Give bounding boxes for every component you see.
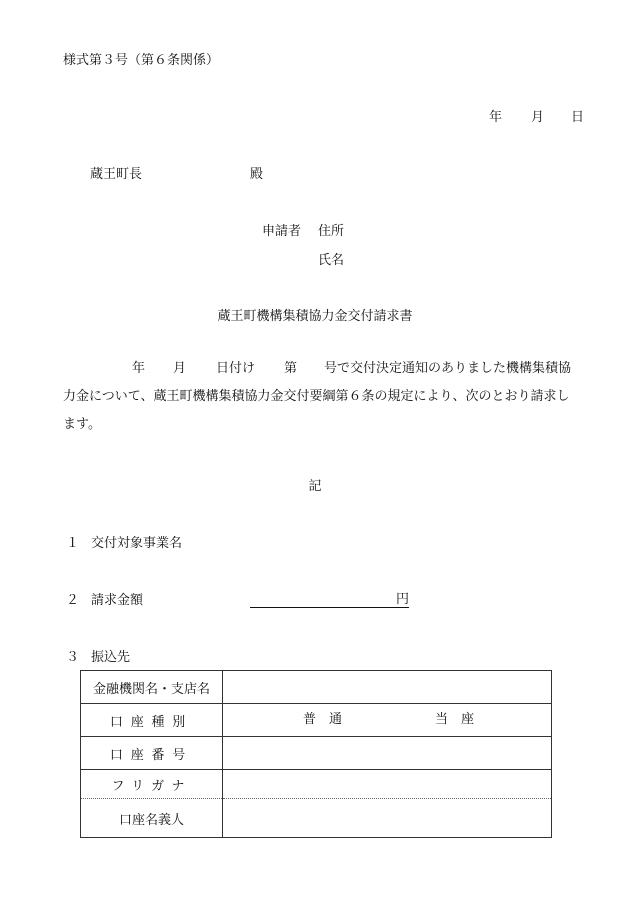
- body-no-prefix: 第: [284, 361, 298, 376]
- address-label: 住所: [318, 224, 345, 239]
- item-2-label: 請求金額: [91, 593, 144, 608]
- honorific: 殿: [250, 167, 264, 182]
- date-year-label: 年: [489, 110, 503, 125]
- document-title: 蔵王町機構集積協力金交付請求書: [217, 309, 413, 324]
- item-2-number: ２: [66, 593, 80, 608]
- form-number: 様式第３号（第６条関係）: [63, 53, 220, 68]
- body-dated-label: 日付け: [216, 361, 256, 376]
- body-line-3: ます。: [63, 417, 101, 432]
- account-type-cell: [223, 704, 552, 737]
- body-line-2: 力金について、蔵王町機構集積協力金交付要綱第６条の規定により、次のとおり請求し: [63, 389, 570, 404]
- bank-name-cell[interactable]: [223, 671, 552, 704]
- account-type-current[interactable]: 当 座: [435, 712, 475, 727]
- date-day-label: 日: [571, 110, 585, 125]
- table-row: [81, 737, 552, 770]
- furigana-cell[interactable]: [223, 770, 552, 799]
- addressee: 蔵王町長: [90, 167, 143, 182]
- account-holder-label: 口座名義人: [81, 799, 223, 838]
- body-line-1-rest: 号で交付決定通知のありました機構集積協: [324, 361, 572, 376]
- account-type-label: 口座種別: [81, 704, 223, 737]
- amount-unit: 円: [395, 592, 409, 607]
- body-year-label: 年: [132, 361, 146, 376]
- ki-heading: 記: [308, 479, 322, 494]
- table-row: [81, 671, 552, 704]
- name-label: 氏名: [318, 253, 345, 268]
- applicant-label: 申請者: [262, 224, 302, 239]
- item-1-number: １: [66, 536, 80, 551]
- item-1-label: 交付対象事業名: [91, 536, 183, 551]
- item-3-number: ３: [66, 650, 80, 665]
- transfer-table: [80, 670, 552, 838]
- body-paragraph: [63, 355, 584, 439]
- table-row: [81, 704, 552, 737]
- body-month-label: 月: [173, 361, 187, 376]
- date-month-label: 月: [531, 110, 545, 125]
- account-holder-cell[interactable]: [223, 799, 552, 838]
- table-row: [81, 770, 552, 799]
- item-3-label: 振込先: [91, 650, 131, 665]
- account-number-label: 口座番号: [81, 737, 223, 770]
- furigana-label: フリガナ: [81, 770, 223, 799]
- bank-name-label: 金融機関名・支店名: [81, 671, 223, 704]
- amount-field[interactable]: [250, 592, 409, 608]
- date-line: [0, 110, 585, 125]
- table-row: [81, 799, 552, 838]
- account-number-cell[interactable]: [223, 737, 552, 770]
- body-line-1: [63, 355, 584, 383]
- account-type-ordinary[interactable]: 普 通: [303, 712, 343, 727]
